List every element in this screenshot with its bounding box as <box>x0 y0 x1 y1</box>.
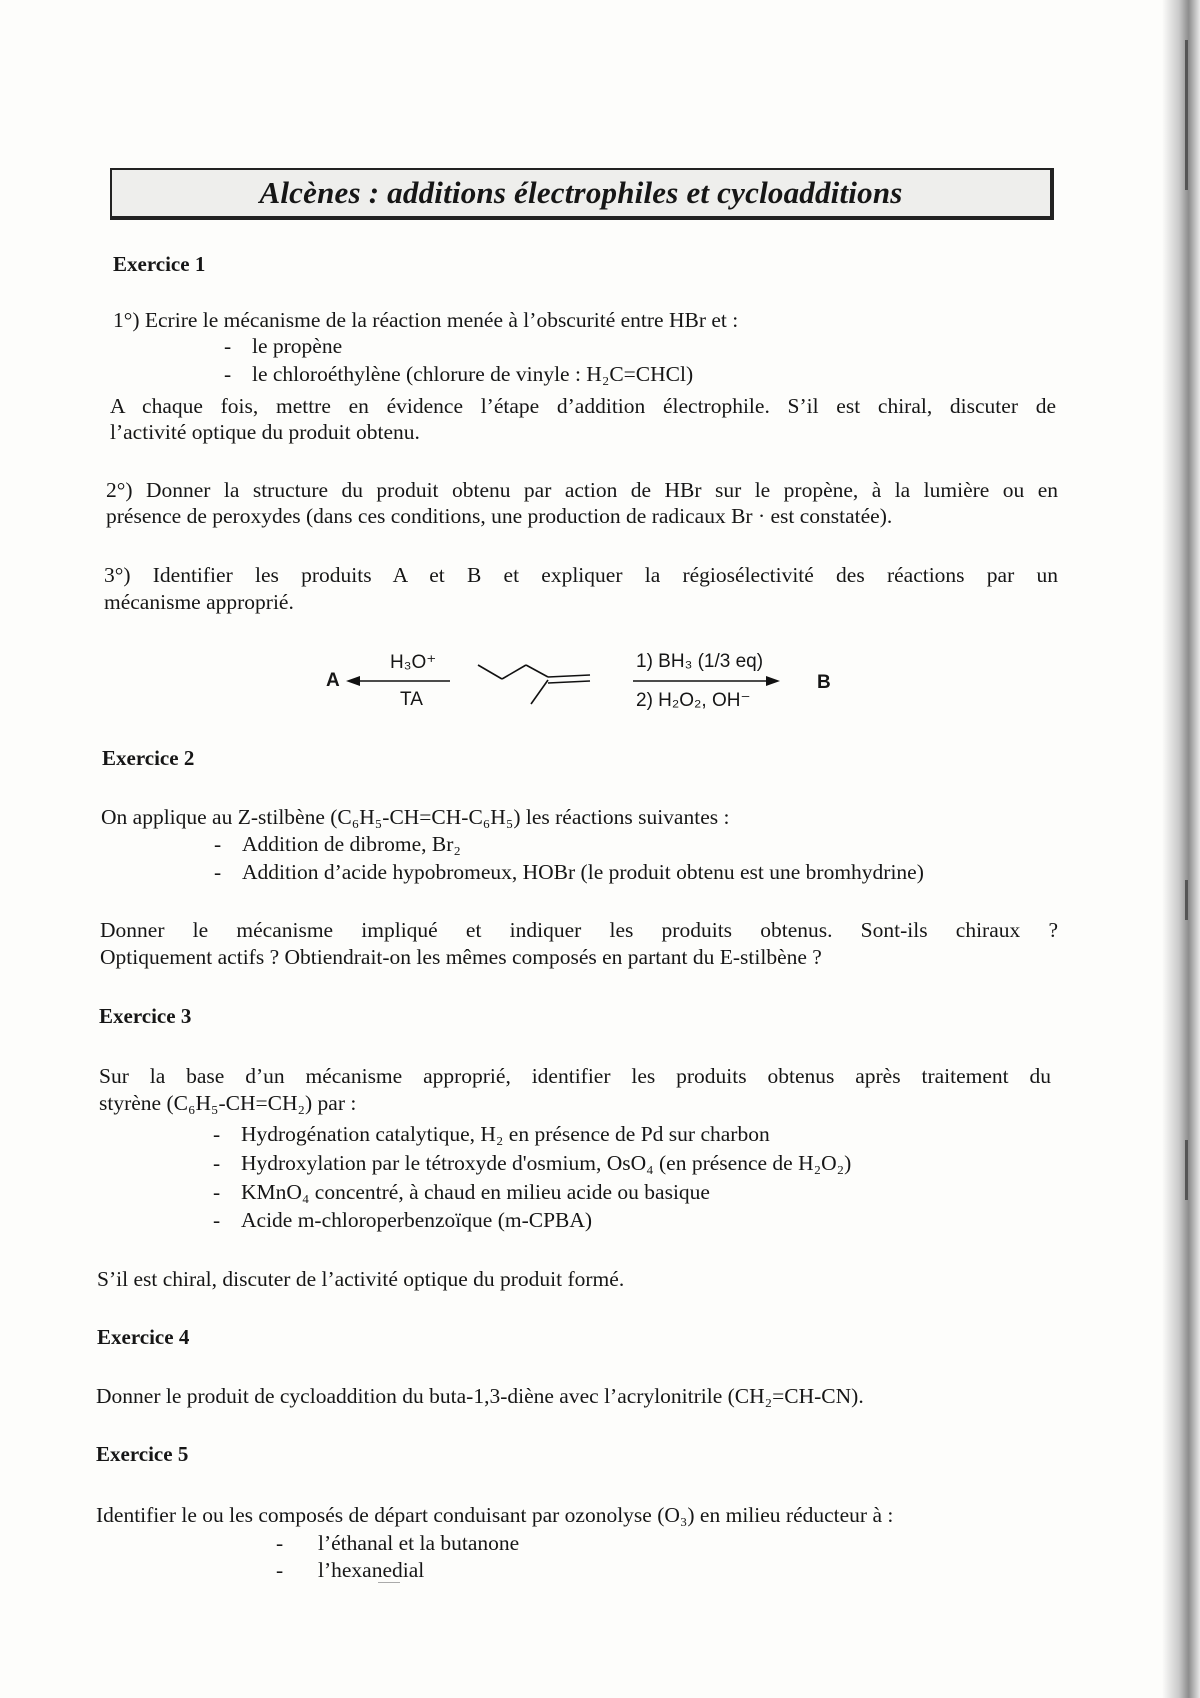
ex5-intro: Identifier le ou les composés de départ conduisant par ozonolyse (O₃) en milieu réducteur à : <box>96 1503 894 1527</box>
list-item: - le chloroéthylène (chlorure de vinyle : H₂C=CHCl) <box>224 362 694 386</box>
exercise-1-heading: Exercice 1 <box>113 252 206 276</box>
list-item: - Addition d’acide hypobromeux, HOBr (le produit obtenu est une bromhydrine) <box>214 860 924 884</box>
left-condition: TA <box>400 689 423 710</box>
arrow-right-icon <box>633 676 780 686</box>
ex1-question-2: 2°) Donner la structure du produit obtenu par action de HBr sur le propène, à la lumière ou en <box>106 478 1058 502</box>
scan-mark <box>378 1582 400 1583</box>
list-item: - Hydroxylation par le tétroxyde d'osmium, OsO₄ (en présence de H₂O₂) <box>213 1151 852 1175</box>
ex3-intro: Sur la base d’un mécanisme approprié, identifier les produits obtenus après traitement du <box>99 1064 1051 1088</box>
scan-right-edge <box>1162 0 1200 1698</box>
ex1-question-1: 1°) Ecrire le mécanisme de la réaction menée à l’obscurité entre HBr et : <box>113 308 739 332</box>
scan-edge-mark <box>1185 1140 1188 1200</box>
scan-edge-mark <box>1185 40 1188 190</box>
title-box <box>110 168 1054 220</box>
list-item: - Hydrogénation catalytique, H₂ en présence de Pd sur charbon <box>213 1122 770 1146</box>
exercise-4-heading: Exercice 4 <box>97 1325 190 1349</box>
exercise-3-heading: Exercice 3 <box>99 1004 192 1028</box>
ex3-intro-line: styrène (C₆H₅-CH=CH₂) par : <box>99 1091 357 1115</box>
reaction-scheme <box>320 645 840 725</box>
left-reagent: H₃O⁺ <box>390 652 437 673</box>
alkene-structure-icon <box>478 665 590 704</box>
product-a-label: A <box>326 670 340 691</box>
ex1-question-3-line: mécanisme approprié. <box>104 590 294 614</box>
list-item: - l’hexanedial <box>276 1558 425 1582</box>
right-reagent-2: 2) H₂O₂, OH⁻ <box>636 690 751 711</box>
list-item: - KMnO₄ concentré, à chaud en milieu acide ou basique <box>213 1180 710 1204</box>
ex1-question-3: 3°) Identifier les produits A et B et expliquer la régiosélectivité des réactions par un <box>104 563 1058 587</box>
reaction-scheme-drawing <box>320 645 840 725</box>
right-reagent-1: 1) BH₃ (1/3 eq) <box>636 651 764 672</box>
ex1-question-1-line: A chaque fois, mettre en évidence l’étape d’addition électrophile. S’il est chiral, discuter de <box>110 394 1056 418</box>
ex1-question-1-line: l’activité optique du produit obtenu. <box>110 420 420 444</box>
exercise-5-heading: Exercice 5 <box>96 1442 189 1466</box>
list-item: - Acide m-chloroperbenzoïque (m-CPBA) <box>213 1208 593 1232</box>
arrow-left-icon <box>346 676 450 686</box>
exercise-2-heading: Exercice 2 <box>102 746 195 770</box>
ex2-question-line: Optiquement actifs ? Obtiendrait-on les mêmes composés en partant du E-stilbène ? <box>100 945 822 969</box>
ex4-text: Donner le produit de cycloaddition du buta-1,3-diène avec l’acrylonitrile (CH₂=CH-CN). <box>96 1384 864 1408</box>
ex2-intro: On applique au Z-stilbène (C₆H₅-CH=CH-C₆H₅) les réactions suivantes : <box>101 805 730 829</box>
scan-edge-mark <box>1185 880 1188 920</box>
ex2-question: Donner le mécanisme impliqué et indiquer les produits obtenus. Sont-ils chiraux ? <box>100 918 1058 942</box>
list-item: - l’éthanal et la butanone <box>276 1531 520 1555</box>
ex3-closing: S’il est chiral, discuter de l’activité optique du produit formé. <box>97 1267 625 1291</box>
list-item: - Addition de dibrome, Br₂ <box>214 832 461 856</box>
product-b-label: B <box>817 672 831 693</box>
ex1-question-2-line: présence de peroxydes (dans ces conditions, une production de radicaux Br · est constatée). <box>106 504 893 528</box>
list-item: - le propène <box>224 334 343 358</box>
page-title: Alcènes : additions électrophiles et cycloadditions <box>259 175 903 210</box>
